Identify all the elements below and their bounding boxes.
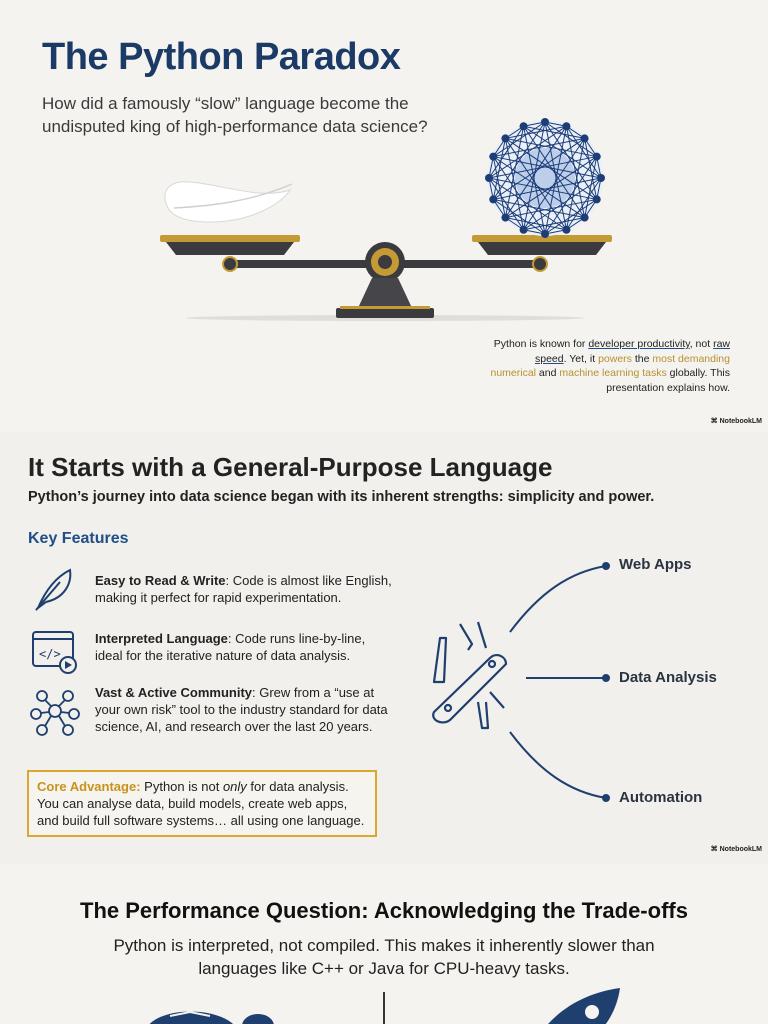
network-node [489,195,497,203]
desc-text: , not [689,338,714,350]
network-node [562,122,570,130]
feature-community [95,684,395,735]
network-node [520,122,528,130]
branch-line-web [510,566,606,632]
desc-highlight-ml: machine learning tasks [559,367,667,379]
feature-title: Interpreted Language [95,631,228,646]
feature-text: : Code is almost like English, making it perfect for rapid experimentation. [95,573,392,605]
branch-line-automation [510,732,606,798]
slide-subtitle: Python’s journey into data science began with its inherent strengths: simplicity and power. [28,489,655,505]
feature-title: Easy to Read & Write [95,573,226,588]
core-advantage-label: Core Advantage: [37,779,141,794]
network-node [581,214,589,222]
slide-performance-question [0,864,768,1024]
desc-highlight-numerical: most demanding numerical [490,352,730,379]
network-node [597,174,605,182]
network-node [593,153,601,161]
desc-highlight-powers: powers [598,352,632,365]
badge-label: NotebookLM [719,846,762,853]
network-node [501,214,509,222]
network-node [520,226,528,234]
slide-title: It Starts with a General-Purpose Language [28,452,553,482]
network-node [581,134,589,142]
core-text: for data analysis. You can analyse data, build models, create web apps, and build full software systems… all using one language. [37,779,365,828]
swiss-army-knife-icon [433,622,506,728]
slide-title: The Python Paradox [42,36,401,78]
network-node [489,153,497,161]
desc-highlight-speed: raw speed [535,338,730,365]
slide-title: The Performance Question: Acknowledging the Trade-offs [80,898,688,923]
key-features-heading: Key Features [28,530,129,547]
desc-text: globally. This presentation explains how. [606,367,730,394]
feature-easy-to-read [95,572,395,606]
code-window-icon [30,627,80,677]
desc-text: . Yet, it [563,352,599,365]
slide-general-purpose [0,432,768,864]
notebooklm-logo-icon: ⌘ [710,846,720,853]
feature-text: : Grew from a “use at your own risk” tool to the industry standard for data science, AI, and research over the last 20 years. [95,685,388,734]
core-advantage-box [27,770,377,837]
branch-node-automation [602,794,610,802]
network-node [501,134,509,142]
slide-subtitle: How did a famously “slow” language become the undisputed king of high-performance data science? [42,94,428,136]
core-text: Python is not [140,779,223,794]
desc-text: the [631,352,653,365]
desc-text: Python is known for [493,338,589,350]
notebooklm-badge [711,417,762,425]
rocket-icon [520,986,630,1024]
svg-text:</>: </> [39,647,61,661]
branch-node-data [602,674,610,682]
branch-label-web-apps: Web Apps [619,556,692,573]
desc-highlight-productivity: developer productivity [588,338,690,350]
network-node [485,174,493,182]
feather-icon [30,564,80,614]
desc-text: and [536,367,560,379]
slide-python-paradox [0,0,768,432]
slide-subtitle: Python is interpreted, not compiled. This makes it inherently slower than languages like C++ or Java for CPU-heavy tasks. [113,936,655,978]
divider-line [383,992,385,1024]
balance-scale-illustration [150,110,620,325]
feature-text: : Code runs line-by-line, ideal for the iterative nature of data analysis. [95,631,366,663]
feather-icon [165,182,292,222]
network-node [562,226,570,234]
badge-label: NotebookLM [719,418,762,425]
branch-label-automation: Automation [619,789,703,806]
slide-description [490,337,730,395]
neural-network-sphere-icon [485,118,605,238]
network-node [593,195,601,203]
notebooklm-logo-icon: ⌘ [710,418,720,425]
feature-title: Vast & Active Community [95,685,253,700]
community-network-icon [30,686,80,736]
notebooklm-badge [711,845,762,853]
turtle-icon [140,994,280,1024]
feature-interpreted [95,630,395,664]
branch-diagram [420,552,620,812]
network-node [541,118,549,126]
network-node [541,230,549,238]
branch-node-web [602,562,610,570]
core-emphasis: only [222,779,247,794]
branch-label-data-analysis: Data Analysis [619,669,717,686]
